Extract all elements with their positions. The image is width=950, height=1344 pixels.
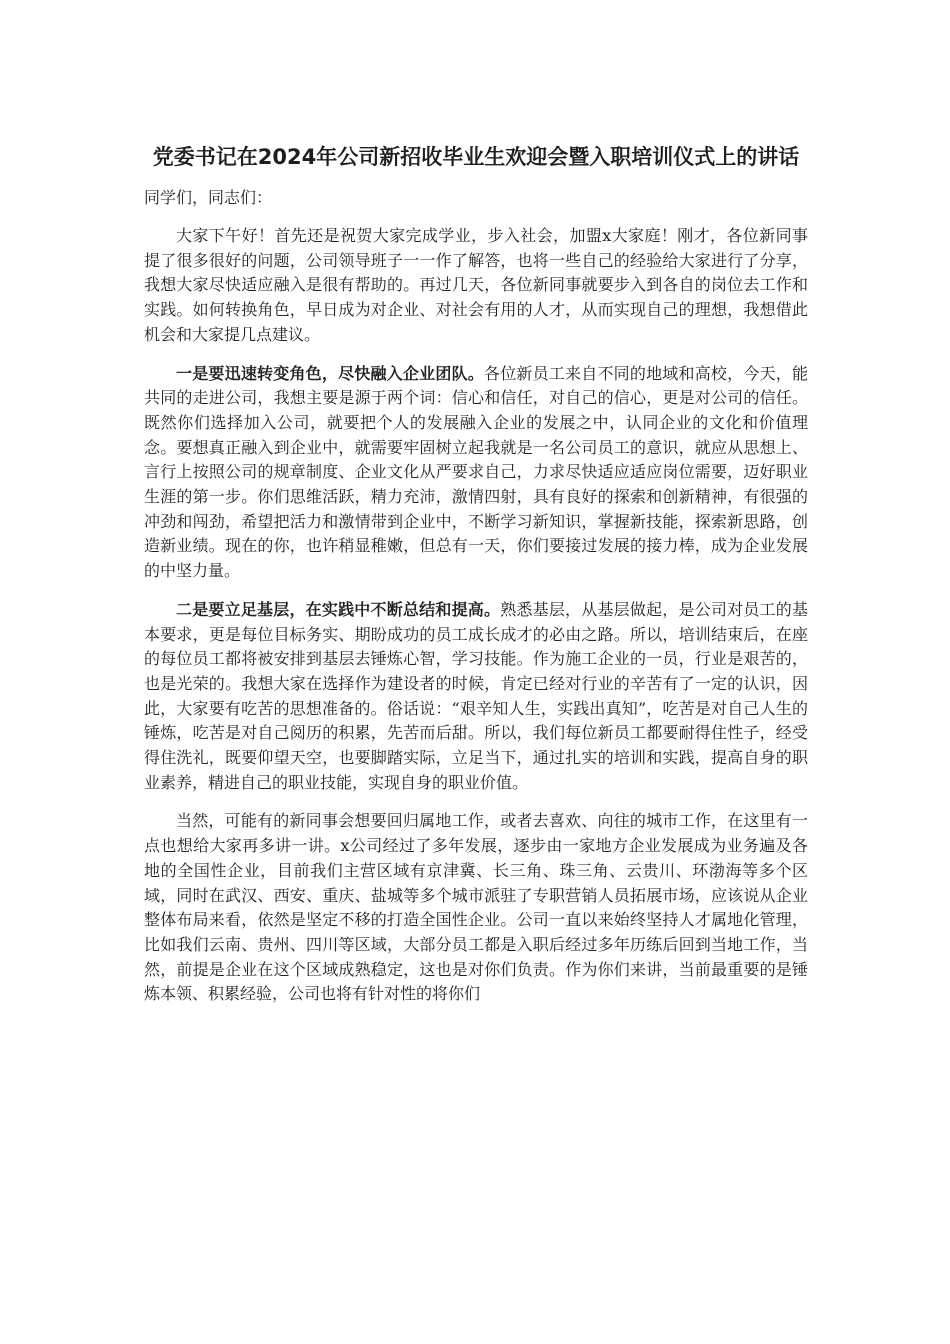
paragraph-point-two [144, 598, 808, 796]
paragraph-regional-work [144, 809, 808, 1007]
paragraph-text: 各位新员工来自不同的地域和高校，今天，能共同的走进公司，我想主要是源于两个词：信心和信任，对自己的信心，更是对公司的信任。既然你们选择加入公司，就要把个人的发展融入企业的发展之中，认同企业的文化和价值理念。要想真正融入到企业中，就需要牢固树立起我就是一名公司员工的意识，就应从思想上、言行上按照公司的规章制度、企业文化从严要求自己，力求尽快适应适应岗位需要，迈好职业生涯的第一步。你们思维活跃，精力充沛，激情四射，具有良好的探索和创新精神，有很强的冲劲和闯劲，希望把活力和激情带到企业中，不断学习新知识，掌握新技能，探索新思路，创造新业绩。现在的你，也许稍显稚嫩，但总有一天，你们要接过发展的接力棒，成为企业发展的中坚力量。 [144, 363, 808, 581]
paragraph-opening [144, 224, 808, 348]
paragraph-text: 当然，可能有的新同事会想要回归属地工作，或者去喜欢、向往的城市工作，在这里有一点也想给大家再多讲一讲。x公司经过了多年发展，逐步由一家地方企业发展成为业务遍及各地的全国性企业，目前我们主营区域有京津冀、长三角、珠三角、云贵川、环渤海等多个区域，同时在武汉、西安、重庆、盐城等多个城市派驻了专职营销人员拓展市场，应该说从企业整体布局来看，依然是坚定不移的打造全国性企业。公司一直以来始终坚持人才属地化管理，比如我们云南、贵州、四川等区域，大部分员工都是入职后经过多年历练后回到当地工作，当然，前提是企业在这个区域成熟稳定，这也是对你们负责。作为你们来讲，当前最重要的是锤炼本领、积累经验，公司也将有针对性的将你们 [144, 811, 808, 1004]
paragraph-lead-heading: 二是要立足基层，在实践中不断总结和提高。 [176, 599, 501, 619]
paragraph-text: 大家下午好！首先还是祝贺大家完成学业，步入社会，加盟x大家庭！刚才，各位新同事提了很多很好的问题，公司领导班子一一作了解答，也将一些自己的经验给大家进行了分享，我想大家尽快适应融入是很有帮助的。再过几天，各位新同事就要步入到各自的岗位去工作和实践。如何转换角色，早日成为对企业、对社会有用的人才，从而实现自己的理想，我想借此机会和大家提几点建议。 [144, 226, 808, 344]
paragraph-point-one [144, 362, 808, 584]
salutation: 同学们，同志们： [144, 188, 273, 207]
paragraph-text: 熟悉基层，从基层做起，是公司对员工的基本要求，更是每位目标务实、期盼成功的员工成长成才的必由之路。所以，培训结束后，在座的每位员工都将被安排到基层去锤炼心智，学习技能。作为施工企业的一员，行业是艰苦的，也是光荣的。我想大家在选择作为建设者的时候，肯定已经对行业的辛苦有了一定的认识，因此，大家要有吃苦的思想准备的。俗话说：“艰辛知人生，实践出真知”，吃苦是对自己人生的锤炼，吃苦是对自己阅历的积累，先苦而后甜。所以，我们每位新员工都要耐得住性子，经受得住洗礼，既要仰望天空，也要脚踏实际，立足当下，通过扎实的培训和实践，提高自身的职业素养，精进自己的职业技能，实现自身的职业价值。 [144, 599, 808, 792]
document-page [144, 130, 808, 1007]
paragraph-lead-heading: 一是要迅速转变角色，尽快融入企业团队。 [176, 363, 484, 383]
page-title: 党委书记在2024年公司新招收毕业生欢迎会暨入职培训仪式上的讲话 [152, 145, 800, 169]
